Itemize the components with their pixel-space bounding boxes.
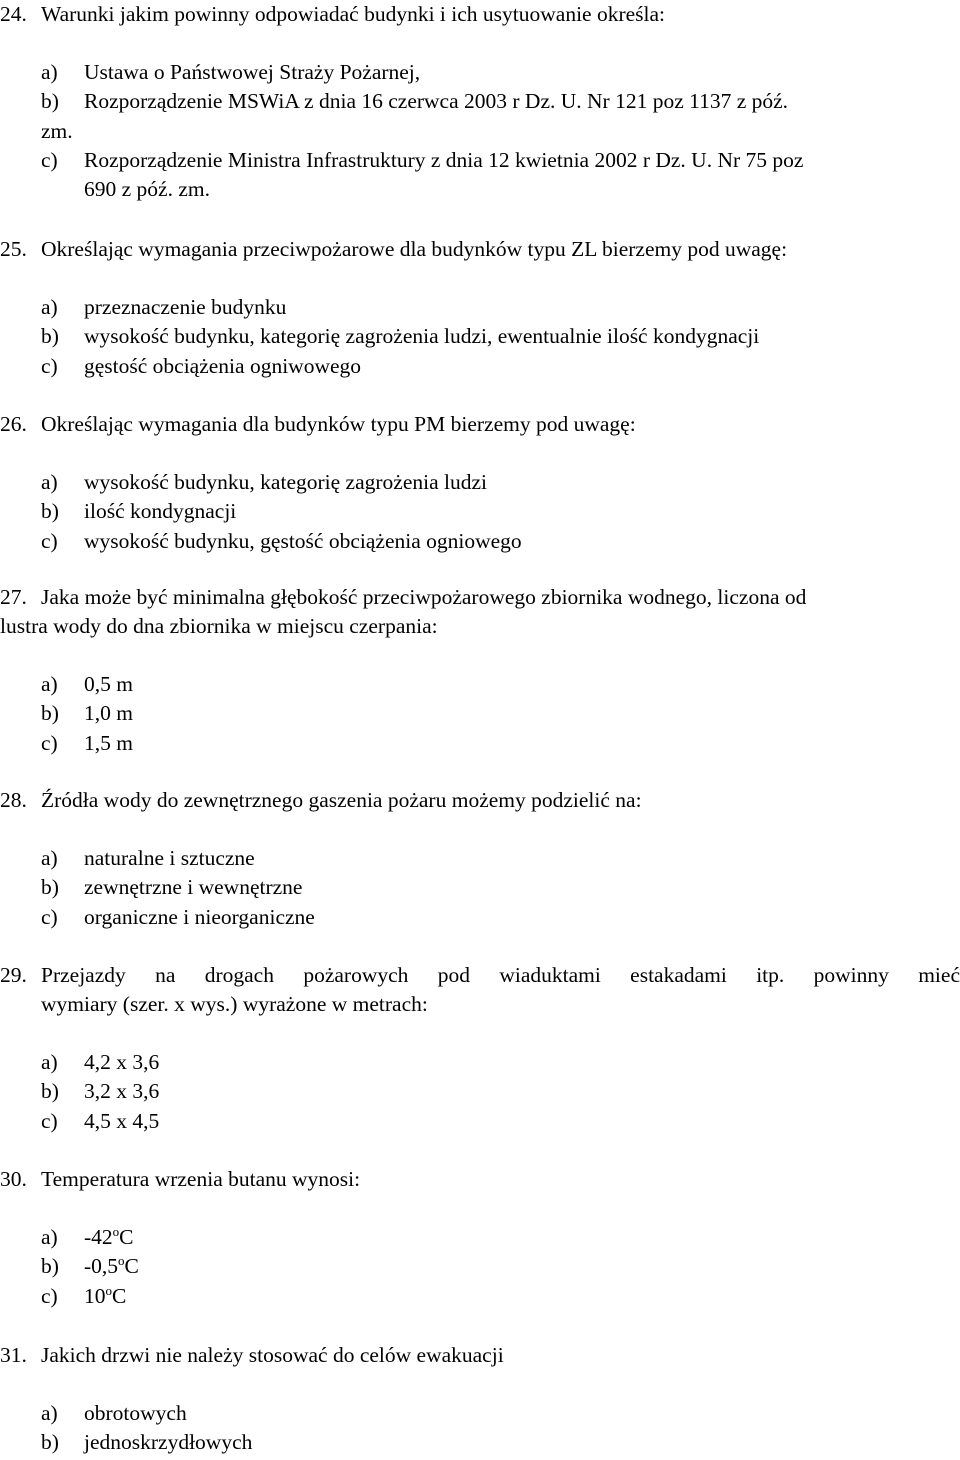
question-number: 25. [0,237,27,261]
answer-letter: c) [41,147,58,172]
answer-letter: b) [41,89,59,114]
answer-letter: a) [41,846,58,870]
answer-b [0,1077,960,1106]
question-text: Przejazdy na drogach pożarowych pod wiaduktami estakadami itp. powinny mieć [41,963,960,987]
answer-text: naturalne i sztuczne [84,846,255,870]
answer-a [0,670,960,699]
question-text: Temperatura wrzenia butanu wynosi: [41,1167,361,1191]
question-25 [0,235,960,381]
degree-superscript: o [112,1224,120,1239]
question-31 [0,1341,960,1458]
answer-text: przeznaczenie budynku [84,295,287,319]
question-30 [0,1165,960,1311]
answer-letter: b) [41,875,59,900]
answer-b [0,87,960,116]
answer-letter: a) [41,672,58,696]
degree-superscript: o [118,1253,125,1269]
answer-text: wysokość budynku, kategorię zagrożenia ludzi [84,470,487,494]
answer-text: Rozporządzenie Ministra Infrastruktury z dnia 12 kwietnia 2002 r Dz. U. Nr 75 poz [84,147,804,172]
answer-letter: a) [41,1050,58,1074]
question-28 [0,786,960,932]
answer-letter: c) [41,528,58,553]
answer-c [0,729,960,758]
question-text: Jaka może być minimalna głębokość przeciwpożarowego zbiornika wodnego, liczona od [41,585,807,609]
answer-continuation: 690 z póź. zm. [84,176,210,201]
answer-a [0,844,960,873]
answer-b [0,497,960,526]
question-text: Źródła wody do zewnętrznego gaszenia pożaru możemy podzielić na: [41,788,642,812]
answer-text: 4,5 x 4,5 [84,1108,160,1133]
answer-letter: c) [41,730,58,755]
answer-a [0,1048,960,1077]
answer-text: wysokość budynku, gęstość obciążenia ogniowego [84,528,522,553]
answer-letter: b) [41,1079,59,1104]
answer-letter: a) [41,470,58,494]
answer-letter: a) [41,60,58,84]
answer-text: 3,2 x 3,6 [84,1079,160,1104]
answer-c [0,1282,960,1311]
answer-text: ilość kondygnacji [84,499,237,524]
answer-text: -42$^o$C [84,1224,134,1249]
answer-letter: c) [41,1283,58,1308]
answer-text: 1,5 m [84,730,133,755]
answer-text: 10$^o$C [84,1282,127,1308]
question-number: 29. [0,963,27,987]
question-number: 27. [0,585,27,609]
answer-text: Ustawa o Państwowej Straży Pożarnej, [84,60,421,84]
answer-text: obrotowych [84,1401,187,1425]
question-26 [0,410,960,556]
answer-b [0,873,960,902]
answer-text: 1,0 m [84,701,133,726]
answer-text: organiczne i nieorganiczne [84,904,315,929]
answer-letter: b) [41,499,59,524]
answer-a [0,58,960,87]
question-text-continuation: wymiary (szer. x wys.) wyrażone w metrach: [41,992,428,1016]
answer-a [0,468,960,497]
question-number: 26. [0,412,27,436]
question-text: Określając wymagania dla budynków typu PM bierzemy pod uwagę: [41,412,636,436]
answer-a [0,1399,960,1428]
answer-text: jednoskrzydłowych [84,1430,253,1455]
answer-letter: b) [41,324,59,349]
question-27 [0,583,960,758]
degree-superscript: o [105,1282,112,1298]
question-24 [0,0,960,204]
question-number: 24. [0,2,27,26]
question-number: 30. [0,1167,27,1191]
answer-letter: c) [41,353,58,378]
question-text: Jakich drzwi nie należy stosować do celów ewakuacji [41,1343,504,1367]
answer-c [0,352,960,381]
answer-c [0,146,960,175]
answer-letter: a) [41,1225,58,1249]
answer-b [0,699,960,728]
question-text-continuation: lustra wody do dna zbiornika w miejscu czerpania: [0,614,438,638]
answer-c [0,527,960,556]
answer-a [0,1223,960,1252]
answer-text: zewnętrzne i wewnętrzne [84,875,303,900]
answer-letter: a) [41,295,58,319]
answer-letter: c) [41,904,58,929]
answer-text: 4,2 x 3,6 [84,1050,160,1074]
answer-text: -0,5$^o$C [84,1253,139,1279]
answer-text: gęstość obciążenia ogniwowego [84,353,362,378]
answer-letter: b) [41,1430,59,1455]
question-29 [0,961,960,1136]
answer-c [0,1107,960,1136]
answer-letter: b) [41,701,59,726]
answer-a [0,293,960,322]
question-number: 31. [0,1343,27,1367]
answer-continuation: zm. [41,118,73,143]
answer-letter: a) [41,1401,58,1425]
question-number: 28. [0,788,27,812]
answer-b [0,1428,960,1457]
question-text: Warunki jakim powinny odpowiadać budynki i ich usytuowanie określa: [41,2,666,26]
question-text: Określając wymagania przeciwpożarowe dla budynków typu ZL bierzemy pod uwagę: [41,237,788,261]
answer-b [0,1252,960,1281]
answer-text: wysokość budynku, kategorię zagrożenia ludzi, ewentualnie ilość kondygnacji [84,324,760,349]
answer-text: 0,5 m [84,672,133,696]
answer-letter: c) [41,1108,58,1133]
answer-c [0,903,960,932]
answer-b [0,322,960,351]
answer-letter: b) [41,1254,59,1279]
answer-text: Rozporządzenie MSWiA z dnia 16 czerwca 2003 r Dz. U. Nr 121 poz 1137 z póź. [84,89,789,114]
